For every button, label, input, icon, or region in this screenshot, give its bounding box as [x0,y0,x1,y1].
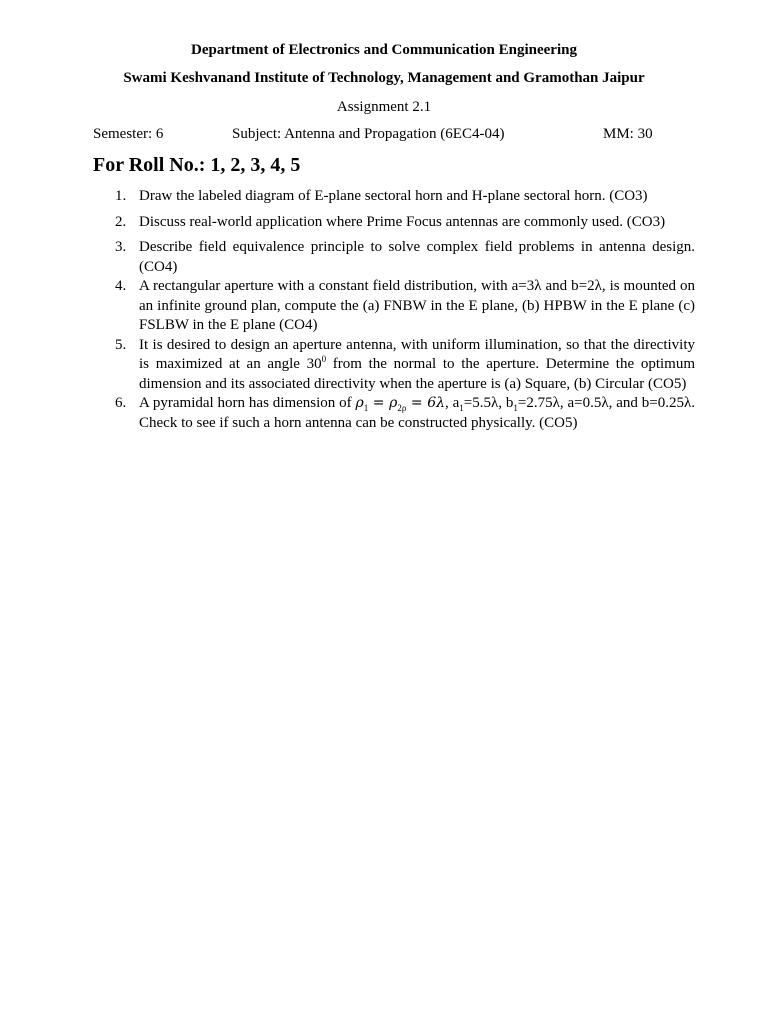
question-text [139,337,695,392]
question-text: Describe field equivalence principle to solve complex field problems in antenna design. (CO4) [139,239,695,275]
max-marks-label: MM: 30 [603,126,653,142]
question-number: 5. [115,336,127,353]
question-item [93,394,695,433]
question-number: 4. [115,278,127,294]
subscript [397,403,406,413]
question-list [93,187,695,433]
question-text-part: , a [445,395,460,411]
question-text-part: It is desired to design an aperture antenna, with uniform illumination, so that the directivity is maximized at an angle 30 [139,336,695,372]
question-number: 2. [115,213,127,230]
question-text-part: =2.75λ, a=0.5λ, and b=0.25λ. Check to see if such a horn antenna can be constructed physically. (CO5) [139,395,696,431]
degree-superscript: 0 [321,354,327,364]
subject-label: Subject: Antenna and Propagation (6EC4-04) [232,126,505,142]
question-text-part: from the normal to the aperture. Determine the optimum dimension and its associated directivity when the aperture is (a) Square, (b) Circular (CO5) [139,356,695,392]
question-text: Discuss real-world application where Prime Focus antennas are commonly used. (CO3) [139,213,666,230]
question-number: 3. [115,239,127,255]
question-text: Draw the labeled diagram of E-plane sectoral horn and H-plane sectoral horn. (CO3) [139,188,648,204]
question-number: 1. [115,188,127,204]
subscript: 1 [459,403,464,413]
department-heading: Department of Electronics and Communication Engineering [191,42,577,58]
rho-symbol: ρ [355,395,364,411]
subscript-rho: ρ [401,403,407,413]
assignment-title: Assignment 2.1 [336,99,432,115]
question-text [139,395,695,431]
roll-numbers-heading: For Roll No.: 1, 2, 3, 4, 5 [93,154,301,176]
question-number: 6. [115,395,127,411]
question-item [93,213,695,233]
rho-symbol: ρ [389,395,398,411]
semester-label: Semester: 6 [93,126,164,142]
question-item [93,277,695,336]
subscript: 1 [363,403,369,413]
question-item [93,336,695,395]
institute-heading: Swami Keshvanand Institute of Technology, Management and Gramothan Jaipur [123,70,645,86]
subscript: 1 [513,403,518,413]
question-item [93,187,695,207]
question-text-part: A pyramidal horn has dimension of [139,395,356,411]
question-text: A rectangular aperture with a constant field distribution, with a=3λ and b=2λ, is mounted on an infinite ground plan, compute the (a) FNBW in the E plane, (b) HPBW in the E plane (c) FSLBW in the E plane (CO4) [139,278,695,333]
question-item [93,238,695,277]
question-text-part: =5.5λ, b [463,395,514,411]
equation-value: = 6λ [406,395,445,411]
subscript-number: 2 [397,403,402,413]
equals-sign: = [368,395,390,411]
